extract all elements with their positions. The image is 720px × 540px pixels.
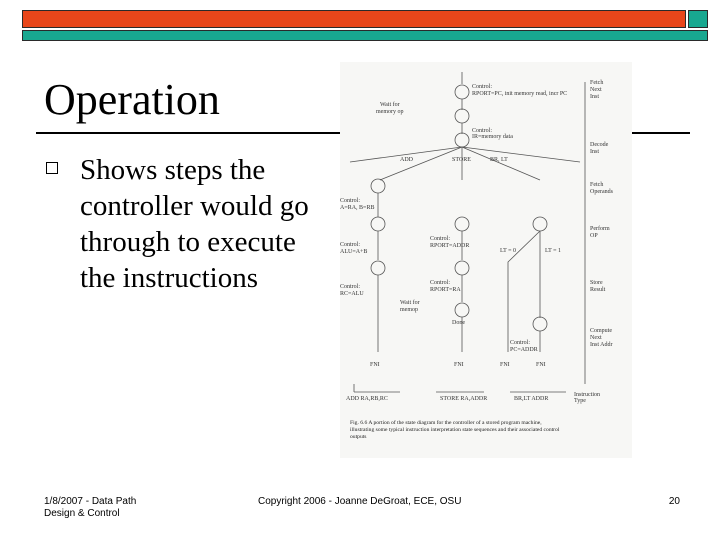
- svg-text:FNI: FNI: [454, 362, 464, 368]
- svg-text:Control:: Control:: [472, 128, 493, 134]
- svg-text:Control:: Control:: [340, 198, 361, 204]
- svg-text:Control:: Control:: [340, 284, 361, 290]
- footer-copyright: Copyright 2006 - Joanne DeGroat, ECE, OSU: [258, 496, 462, 507]
- bullet-square-icon: [46, 162, 58, 174]
- svg-text:Next: Next: [590, 335, 602, 341]
- svg-text:PC=ADDR: PC=ADDR: [510, 347, 538, 353]
- svg-text:Perform: Perform: [590, 226, 610, 232]
- svg-text:RPORT=RA: RPORT=RA: [430, 287, 461, 293]
- svg-text:IR=memory data: IR=memory data: [472, 134, 513, 140]
- svg-text:Result: Result: [590, 287, 606, 293]
- svg-text:STORE RA,ADDR: STORE RA,ADDR: [440, 396, 488, 402]
- svg-text:Control:: Control:: [340, 242, 361, 248]
- svg-text:ADD: ADD: [400, 157, 413, 163]
- footer-date-line1: 1/8/2007 - Data Path: [44, 496, 137, 507]
- svg-text:Control:: Control:: [430, 280, 451, 286]
- slide-title: Operation: [44, 75, 220, 124]
- svg-text:Inst: Inst: [590, 149, 599, 155]
- figure-caption-line2: illustrating some typical instruction interpretation state sequences and their associated control: [350, 427, 560, 433]
- svg-text:Wait for: Wait for: [400, 300, 420, 306]
- svg-text:Control:: Control:: [430, 236, 451, 242]
- svg-text:STORE: STORE: [452, 157, 471, 163]
- svg-text:RC=ALU: RC=ALU: [340, 291, 364, 297]
- svg-text:Fetch: Fetch: [590, 80, 604, 86]
- svg-text:FNI: FNI: [536, 362, 546, 368]
- svg-text:LT = 1: LT = 1: [545, 248, 562, 254]
- svg-text:Next: Next: [590, 87, 602, 93]
- svg-text:Control:: Control:: [510, 340, 531, 346]
- page-number: 20: [668, 496, 680, 507]
- svg-text:FNI: FNI: [370, 362, 380, 368]
- svg-text:Compute: Compute: [590, 328, 612, 334]
- svg-text:BR, LT: BR, LT: [490, 157, 508, 163]
- svg-text:OP: OP: [590, 233, 598, 239]
- svg-text:Done: Done: [452, 320, 465, 326]
- bullet-text: Shows steps the controller would go through to execute the instructions: [80, 154, 309, 294]
- header-teal-bar: [22, 30, 708, 41]
- svg-text:memop: memop: [400, 307, 418, 313]
- svg-text:memory op: memory op: [376, 109, 404, 115]
- figure-caption-line3: outputs: [350, 434, 367, 440]
- svg-text:Wait for: Wait for: [380, 102, 400, 108]
- state-diagram-image: [340, 62, 632, 458]
- svg-text:Decode: Decode: [590, 142, 609, 148]
- svg-text:LT = 0: LT = 0: [500, 248, 517, 254]
- svg-text:BR,LT ADDR: BR,LT ADDR: [514, 396, 549, 402]
- svg-text:RPORT=PC, init memory read, in: RPORT=PC, init memory read, incr PC: [472, 91, 568, 97]
- svg-text:ALU=A+B: ALU=A+B: [340, 249, 368, 255]
- footer-date: [44, 496, 164, 520]
- svg-text:FNI: FNI: [500, 362, 510, 368]
- svg-text:RPORT=ADDR: RPORT=ADDR: [430, 243, 470, 249]
- svg-text:Type: Type: [574, 398, 586, 404]
- header-bars: [22, 10, 708, 40]
- svg-text:Instruction: Instruction: [574, 392, 600, 398]
- header-red-bar: [22, 10, 686, 28]
- figure-caption-line1: Fig. 6.6 A portion of the state diagram for the controller of a stored program machine,: [350, 420, 542, 426]
- svg-text:A=RA, B=RB: A=RA, B=RB: [340, 205, 375, 211]
- state-diagram-figure: [340, 62, 632, 458]
- svg-text:ADD RA,RB,RC: ADD RA,RB,RC: [346, 396, 388, 402]
- svg-text:Store: Store: [590, 280, 603, 286]
- svg-text:Control:: Control:: [472, 84, 493, 90]
- header-teal-square: [688, 10, 708, 28]
- svg-text:Inst: Inst: [590, 94, 599, 100]
- footer-date-line2: Design & Control: [44, 508, 120, 519]
- svg-text:Operands: Operands: [590, 189, 613, 195]
- svg-text:Fetch: Fetch: [590, 182, 604, 188]
- svg-text:Inst Addr: Inst Addr: [590, 342, 613, 348]
